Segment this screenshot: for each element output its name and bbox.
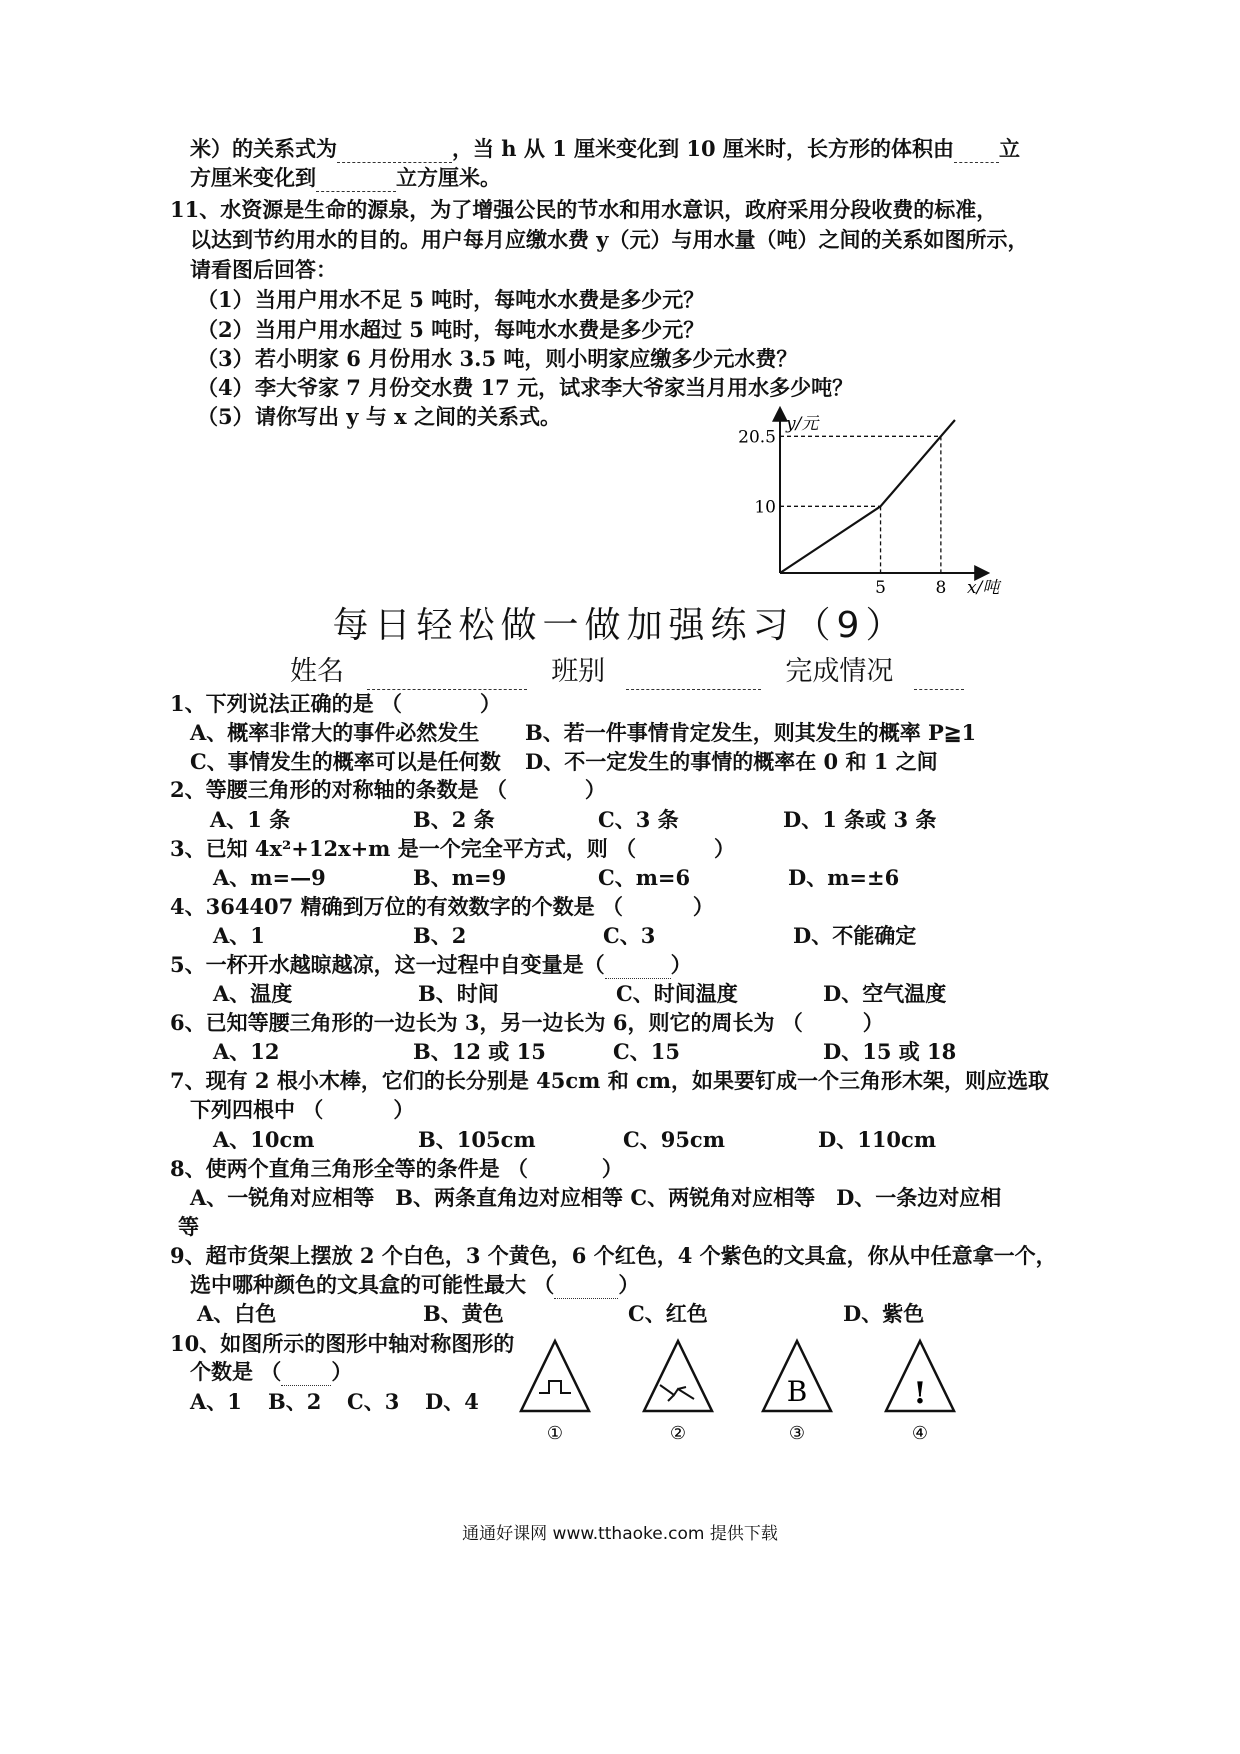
q11-sub-4: [197, 374, 853, 402]
figure-4-mark: !: [913, 1376, 927, 1411]
paren-close: ）: [584, 777, 606, 802]
answer-slot[interactable]: [281, 1385, 331, 1386]
question-4: [170, 893, 714, 921]
paren-close: ）: [670, 952, 692, 977]
option[interactable]: C、时间温度: [616, 981, 738, 1006]
y-axis-label: y/元: [786, 414, 819, 434]
question-9-cont: [190, 1271, 639, 1299]
paren-close: ）: [618, 1272, 640, 1297]
name-label: 姓名: [290, 656, 344, 687]
q11-line3: 请看图后回答：: [190, 257, 337, 282]
question-stem: 5、一杯开水越晾越凉，这一过程中自变量是（: [170, 952, 605, 977]
x-tick-label-8: 8: [935, 578, 947, 598]
option[interactable]: B、m=9: [413, 865, 507, 890]
figure-1-label: ①: [546, 1423, 564, 1444]
question-10-cont: [190, 1358, 352, 1386]
option[interactable]: C、3: [347, 1389, 400, 1414]
option[interactable]: D、紫色: [843, 1301, 925, 1326]
option[interactable]: D、15 或 18: [823, 1039, 957, 1064]
q11-line1: 11、水资源是生命的源泉，为了增强公民的节水和用水意识，政府采用分段收费的标准，: [170, 197, 998, 222]
option[interactable]: B、12 或 15: [413, 1039, 546, 1064]
question-3: [170, 835, 735, 863]
option[interactable]: B、2: [413, 923, 467, 948]
option[interactable]: A、温度: [213, 981, 293, 1006]
option[interactable]: B、2 条: [413, 807, 495, 832]
figure-4-label: ④: [911, 1423, 929, 1444]
option-line[interactable]: A、一锐角对应相等 B、两条直角边对应相等 C、两锐角对应相等 D、一条边对应相: [190, 1185, 1002, 1210]
option[interactable]: A、白色: [197, 1301, 277, 1326]
paren-close: ）: [393, 1097, 415, 1122]
option[interactable]: B、若一件事情肯定发生，则其发生的概率 P≧1: [525, 720, 977, 745]
question-stem: 选中哪种颜色的文具盒的可能性最大 （: [190, 1272, 555, 1297]
figure-2-label: ②: [669, 1423, 687, 1444]
option[interactable]: A、1: [213, 923, 265, 948]
option[interactable]: D、1 条或 3 条: [783, 807, 937, 832]
question-stem: 个数是 （: [190, 1359, 282, 1384]
question-stem: 2、等腰三角形的对称轴的条数是 （: [170, 777, 507, 802]
x-tick-label-5: 5: [875, 578, 886, 598]
paren-close: ）: [692, 894, 714, 919]
figure-3-label: ③: [788, 1423, 806, 1444]
figure-3-triangle: [757, 1335, 837, 1445]
option[interactable]: D、空气温度: [823, 981, 947, 1006]
prev-q-text-b: ，当 h 从 1 厘米变化到 10 厘米时，长方形的体积由: [452, 136, 954, 161]
sub-number: （2）: [197, 317, 254, 342]
sub-text: 请你写出 y 与 x 之间的关系式。: [255, 404, 561, 429]
question-stem: 1、下列说法正确的是 （: [170, 691, 402, 716]
question-10: 10、如图所示的图形中轴对称图形的: [170, 1331, 515, 1356]
option[interactable]: A、1 条: [210, 807, 291, 832]
option[interactable]: A、1: [190, 1389, 242, 1414]
option[interactable]: C、15: [613, 1039, 680, 1064]
option[interactable]: C、95cm: [623, 1127, 725, 1152]
student-info-row: [290, 654, 964, 690]
sub-number: （1）: [197, 287, 254, 312]
option[interactable]: B、时间: [418, 981, 499, 1006]
figure-4-triangle: [880, 1335, 960, 1445]
footer-credit: 通通好课网 www.tthaoke.com 提供下载: [462, 1524, 778, 1544]
option[interactable]: D、不能确定: [793, 923, 917, 948]
option[interactable]: B、105cm: [418, 1127, 536, 1152]
option[interactable]: B、2: [268, 1389, 322, 1414]
question-5: [170, 951, 692, 979]
sub-number: （3）: [197, 346, 254, 371]
paren-close: ）: [714, 836, 736, 861]
question-stem: 下列四根中 （: [190, 1097, 324, 1122]
sub-number: （4）: [197, 375, 254, 400]
class-label: 班别: [551, 656, 606, 687]
option[interactable]: C、3: [603, 923, 656, 948]
paren-close: ）: [479, 691, 501, 716]
question-1: [170, 690, 501, 718]
sub-text: 若小明家 6 月份用水 3.5 吨，则小明家应缴多少元水费？: [255, 346, 798, 371]
prev-q-text-a: 米）的关系式为: [190, 136, 337, 161]
answer-slot[interactable]: [605, 978, 671, 979]
x-axis-label: x/吨: [967, 578, 1000, 598]
option[interactable]: D、不一定发生的事情的概率在 0 和 1 之间: [525, 749, 938, 774]
sub-text: 当用户用水不足 5 吨时，每吨水水费是多少元？: [255, 287, 705, 312]
y-tick-label-20.5: 20.5: [738, 427, 776, 448]
figure-1-triangle: [515, 1335, 595, 1445]
q11-sub-3: [197, 345, 797, 373]
question-stem: 8、使两个直角三角形全等的条件是 （: [170, 1156, 528, 1181]
answer-blank[interactable]: [316, 191, 396, 192]
prev-q-text-e: 立方厘米。: [396, 165, 501, 190]
figure-3-letter: B: [786, 1375, 808, 1408]
q11-sub-1: [197, 286, 704, 314]
option[interactable]: C、红色: [628, 1301, 708, 1326]
option[interactable]: D、m=±6: [788, 865, 900, 890]
question-6: [170, 1009, 884, 1037]
answer-slot[interactable]: [554, 1298, 618, 1299]
question-stem: 3、已知 4x²+12x+m 是一个完全平方式，则 （: [170, 836, 637, 861]
question-2: [170, 776, 606, 804]
prev-q-line1: [190, 135, 1020, 163]
prev-q-text-d: 方厘米变化到: [190, 165, 316, 190]
option[interactable]: C、事情发生的概率可以是任何数: [190, 749, 501, 774]
option[interactable]: A、概率非常大的事件必然发生: [190, 720, 480, 745]
q11-sub-2: [197, 316, 704, 344]
status-field[interactable]: [914, 689, 964, 690]
answer-blank[interactable]: [337, 162, 452, 163]
status-label: 完成情况: [785, 656, 894, 687]
option[interactable]: A、12: [213, 1039, 280, 1064]
question-7-cont: [190, 1096, 414, 1124]
question-8: [170, 1155, 623, 1183]
option[interactable]: D、110cm: [818, 1127, 937, 1152]
prev-q-text-c: 立: [998, 136, 1020, 161]
q11-line2: 以达到节约用水的目的。用户每月应缴水费 y（元）与用水量（吨）之间的关系如图所示，: [190, 227, 1029, 252]
class-field[interactable]: [626, 689, 761, 690]
sub-text: 李大爷家 7 月份交水费 17 元，试求李大爷家当月用水多少吨？: [255, 375, 854, 400]
option-line-cont: 等: [178, 1214, 199, 1239]
prev-q-line2: [190, 164, 501, 192]
sub-text: 当用户用水超过 5 吨时，每吨水水费是多少元？: [255, 317, 705, 342]
option[interactable]: D、4: [425, 1389, 479, 1414]
option[interactable]: A、m=—9: [213, 865, 326, 890]
option[interactable]: C、3 条: [598, 807, 679, 832]
option[interactable]: C、m=6: [598, 865, 691, 890]
q11-sub-5: [197, 403, 561, 431]
section-title: 每日轻松做一做加强练习（9）: [332, 605, 908, 646]
paren-close: ）: [601, 1156, 623, 1181]
question-7: 7、现有 2 根小木棒，它们的长分别是 45cm 和 cm，如果要钉成一个三角形木架，则应选取: [170, 1068, 1050, 1093]
question-stem: 6、已知等腰三角形的一边长为 3，另一边长为 6，则它的周长为 （: [170, 1010, 803, 1035]
question-stem: 4、364407 精确到万位的有效数字的个数是 （: [170, 894, 623, 919]
option[interactable]: A、10cm: [213, 1127, 315, 1152]
y-tick-label-10: 10: [754, 497, 776, 518]
sub-number: （5）: [197, 404, 254, 429]
paren-close: ）: [331, 1359, 353, 1384]
paren-close: ）: [862, 1010, 884, 1035]
fee-line: [780, 420, 955, 573]
figure-2-triangle: [638, 1335, 718, 1445]
water-fee-chart: [738, 405, 1060, 615]
answer-blank[interactable]: [954, 162, 999, 163]
option[interactable]: B、黄色: [423, 1301, 504, 1326]
question-9: 9、超市货架上摆放 2 个白色，3 个黄色，6 个红色，4 个紫色的文具盒，你从中任意拿一个，: [170, 1243, 1057, 1268]
